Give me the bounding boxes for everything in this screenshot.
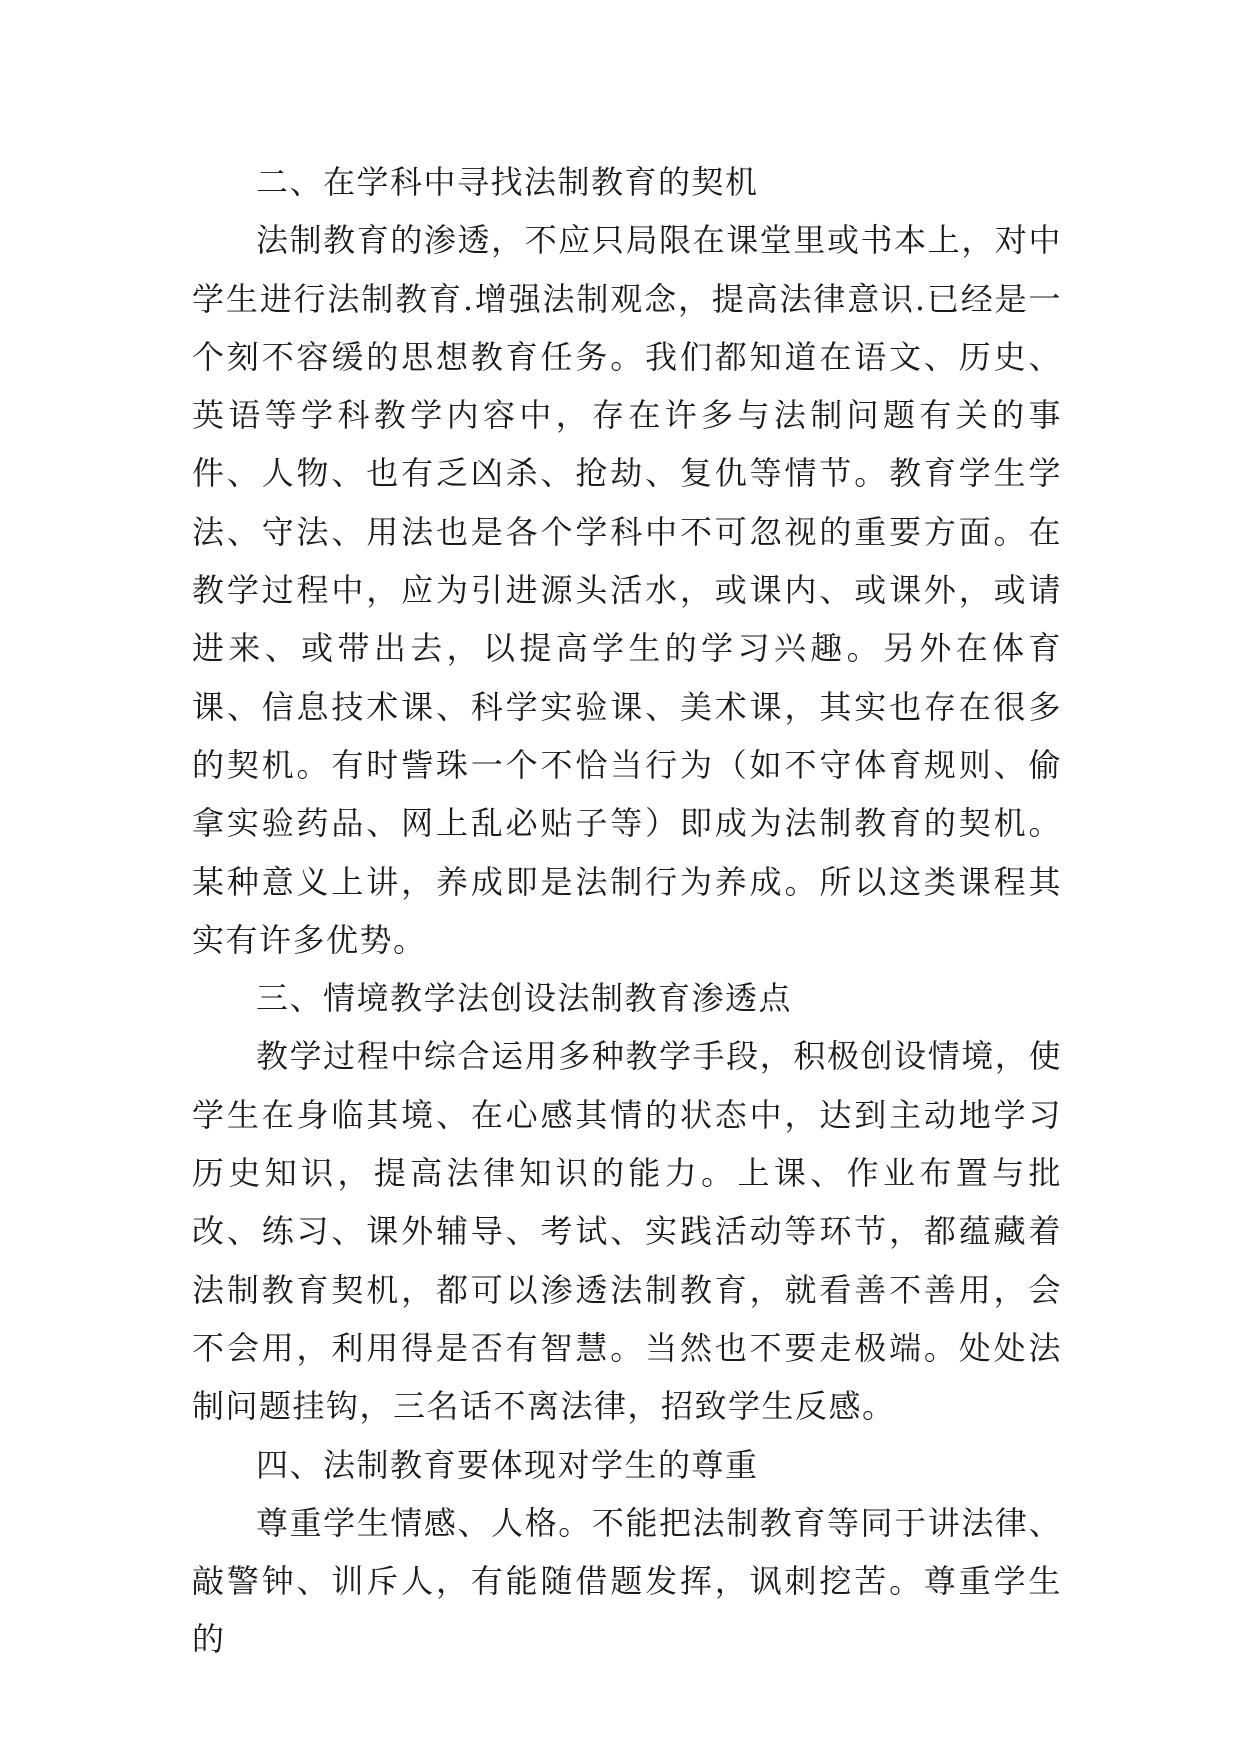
section-heading-4: 四、法制教育要体现对学生的尊重 [256, 1445, 759, 1484]
section-paragraph-2: 法制教育的渗透，不应只局限在课堂里或书本上，对中学生进行法制教育.增强法制观念，提高法律意识.已经是一个刻不容缓的思想教育任务。我们都知道在语文、历史、英语等学科教学内容中，存在许多与法制问题有关的事件、人物、也有乏凶杀、抢劫、复仇等情节。教育学生学法、守法、用法也是各个学科中不可忽视的重要方面。在教学过程中，应为引进源头活水，或课内、或课外，或请进来、或带出去，以提高学生的学习兴趣。另外在体育课、信息技术课、科学实验课、美术课，其实也存在很多的契机。有时訾珠一个不恰当行为（如不守体育规则、偷拿实验药品、网上乱必贴子等）即成为法制教育的契机。某种意义上讲，养成即是法制行为养成。所以这类课程其实有许多优势。 [192, 221, 1062, 959]
section-heading-3: 三、情境教学法创设法制教育渗透点 [256, 979, 793, 1018]
document-page [192, 153, 1062, 1669]
section-paragraph-3: 教学过程中综合运用多种教学手段，积极创设情境，使学生在身临其境、在心感其情的状态中，达到主动地学习历史知识，提高法律知识的能力。上课、作业布置与批改、练习、课外辅导、考试、实践活动等环节，都蕴藏着法制教育契机，都可以渗透法制教育，就看善不善用，会不会用，利用得是否有智慧。当然也不要走极端。处处法制问题挂钩，三名话不离法律，招致学生反感。 [192, 1037, 1062, 1426]
section-paragraph-4: 尊重学生情感、人格。不能把法制教育等同于讲法律、敲警钟、训斥人，有能随借题发挥，讽刺挖苦。尊重学生的 [192, 1503, 1062, 1659]
section-heading-2: 二、在学科中寻找法制教育的契机 [256, 163, 759, 201]
